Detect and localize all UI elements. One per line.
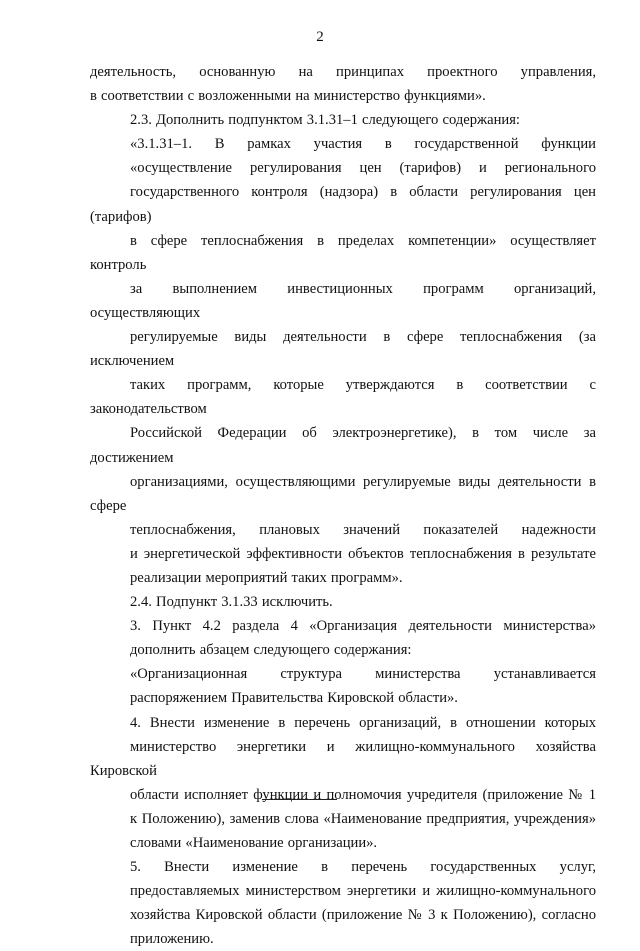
text-line: реализации мероприятий таких программ». (130, 569, 403, 586)
text-line: к Положению), заменив слова «Наименование предприятия, учреждения» (130, 810, 596, 827)
text-line: хозяйства Кировской области (приложение № 3 к Положению), согласно (130, 907, 596, 924)
document-body (90, 60, 596, 951)
paragraph (90, 662, 596, 710)
text-line: 2.3. Дополнить подпунктом 3.1.31–1 следующего содержания: (130, 112, 520, 129)
text-line: организациями, осуществляющими регулируемые виды деятельности в сфере (90, 473, 596, 514)
paragraph (90, 855, 596, 951)
text-line: деятельность, основанную на принципах проектного управления, (90, 64, 596, 80)
text-line: министерство энергетики и жилищно-коммунального хозяйства Кировской (90, 738, 596, 779)
text-line: 5. Внести изменение в перечень государственных услуг, (130, 859, 596, 876)
text-line: теплоснабжения, плановых значений показателей надежности (130, 521, 596, 538)
text-line: регулируемые виды деятельности в сфере теплоснабжения (за исключением (90, 329, 596, 370)
page-number: 2 (316, 29, 324, 45)
paragraph (90, 60, 596, 108)
paragraph (90, 590, 596, 614)
paragraph (90, 108, 596, 132)
text-line: таких программ, которые утверждаются в соответствии с законодательством (90, 377, 596, 418)
text-line: предоставляемых министерством энергетики и жилищно-коммунального (130, 883, 596, 900)
text-line: 2.4. Подпункт 3.1.33 исключить. (130, 594, 333, 611)
paragraph (90, 614, 596, 662)
text-line: государственного контроля (надзора) в области регулирования цен (тарифов) (90, 184, 596, 225)
text-line: и энергетической эффективности объектов теплоснабжения в результате (130, 545, 596, 562)
paragraph (90, 711, 596, 856)
text-line: за выполнением инвестиционных программ организаций, осуществляющих (90, 280, 596, 321)
text-line: «осуществление регулирования цен (тарифов) и регионального (130, 160, 596, 177)
text-line: «Организационная структура министерства устанавливается (130, 666, 596, 683)
paragraph (90, 132, 596, 590)
text-line: словами «Наименование организации». (130, 835, 378, 851)
text-line: приложению. (130, 931, 214, 948)
text-line: 3. Пункт 4.2 раздела 4 «Организация деятельности министерства» (130, 618, 596, 635)
text-line: распоряжением Правительства Кировской области». (130, 690, 458, 707)
text-line: 4. Внести изменение в перечень организаций, в отношении которых (130, 714, 596, 731)
closing-divider-line (262, 799, 337, 800)
text-line: Российской Федерации об электроэнергетике), в том числе за достижением (90, 425, 596, 466)
text-line: в сфере теплоснабжения в пределах компетенции» осуществляет контроль (90, 232, 596, 273)
text-line: «3.1.31–1. В рамках участия в государственной функции (130, 136, 596, 153)
text-line: области исполняет функции и полномочия учредителя (приложение № 1 (130, 786, 596, 803)
text-line: в соответствии с возложенными на министерство функциями». (90, 88, 486, 105)
text-line: дополнить абзацем следующего содержания: (130, 642, 412, 659)
